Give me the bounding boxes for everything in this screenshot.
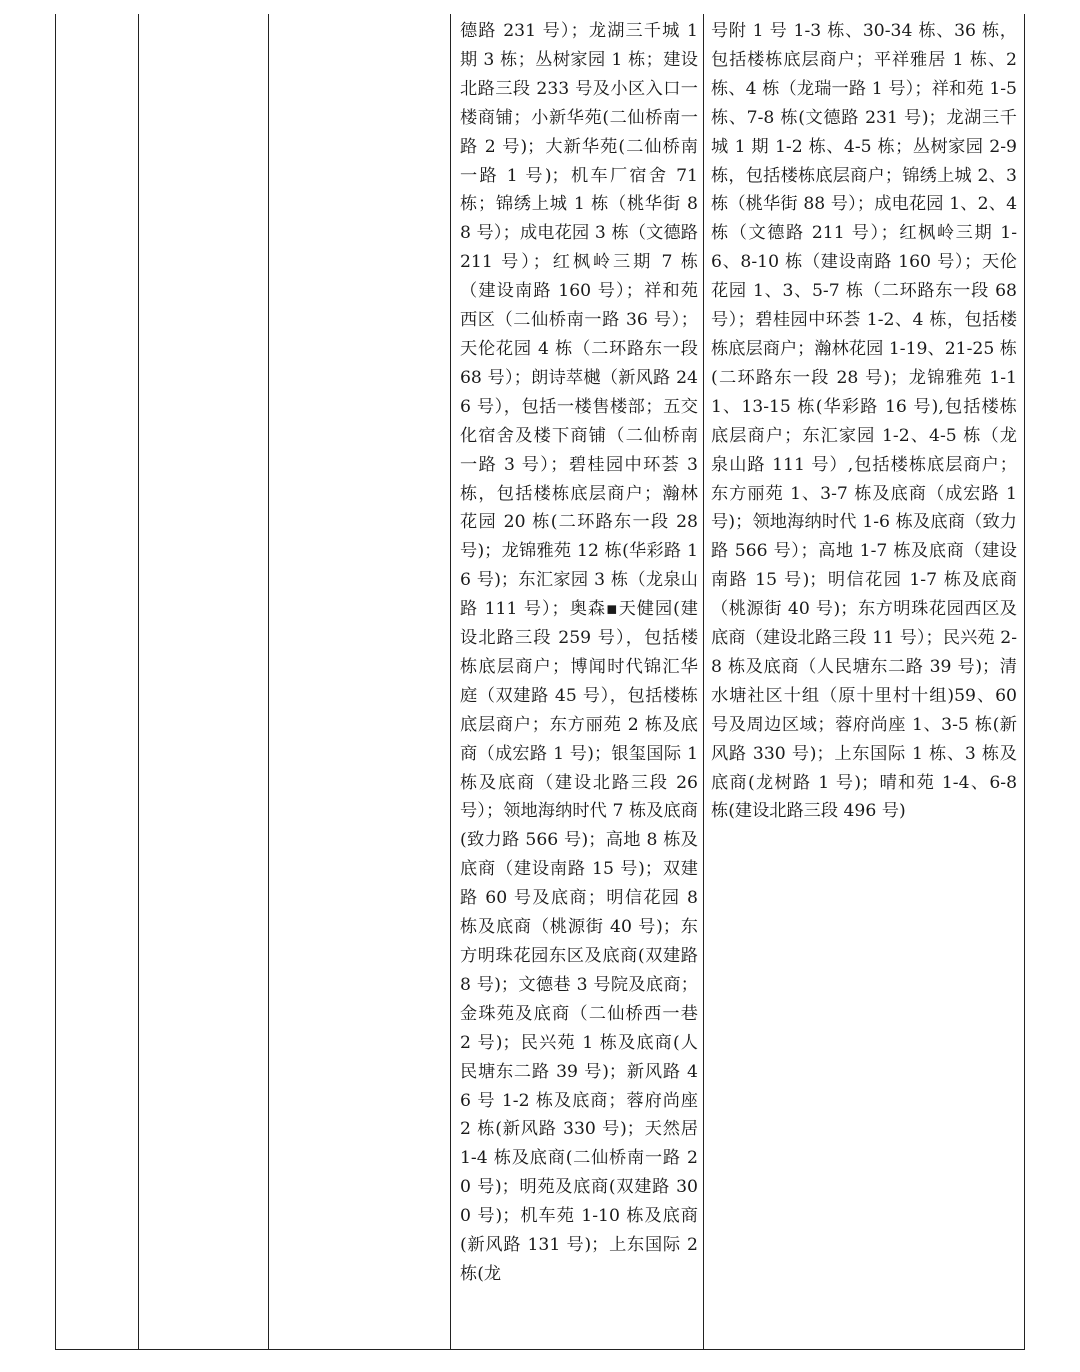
table-cell-col-3 <box>268 14 450 1349</box>
table-cell-col-2 <box>138 14 268 1349</box>
table-cell-col-5 <box>703 14 1025 1349</box>
cell-text-affected-buildings: 德路 231 号）；龙湖三千城 1 期 3 栋；丛树家园 1 栋；建设北路三段 233 号及小区入口一楼商铺；小新华苑(二仙桥南一路 2 号)；大新华苑(二仙桥南一路 1 号)；机车厂宿舍 71 栋；锦绣上城 1 栋（桃华街 88 号）；成电花园 3 栋（文德路 211 号）；红枫岭三期 7 栋（建设南路 160 号）；祥和苑西区（二仙桥南一路 36 号）；天伦花园 4 栋（二环路东一段 68 号）；朗诗萃樾（新风路 246 号），包括一楼售楼部；五交化宿舍及楼下商铺（二仙桥南一路 3 号）；碧桂园中环荟 3 栋，包括楼栋底层商户；瀚林花园 20 栋(二环路东一段 28 号)；龙锦雅苑 12 栋(华彩路 16 号)；东汇家园 3 栋（龙泉山路 111 号）；奥森▪天健园(建设北路三段 259 号），包括楼栋底层商户；博闻时代锦汇华庭（双建路 45 号），包括楼栋底层商户；东方丽苑 2 栋及底商（成宏路 1 号)；银玺国际 1 栋及底商（建设北路三段 26 号）；领地海纳时代 7 栋及底商(致力路 566 号)；高地 8 栋及底商（建设南路 15 号)；双建路 60 号及底商；明信花园 8 栋及底商（桃源街 40 号)；东方明珠花园东区及底商(双建路 8 号)；文德巷 3 号院及底商；金珠苑及底商（二仙桥西一巷 2 号)；民兴苑 1 栋及底商(人民塘东二路 39 号)；新风路 46 号 1-2 栋及底商；蓉府尚座 2 栋(新风路 330 号)；天然居 1-4 栋及底商(二仙桥南一路 20 号)；明苑及底商(双建路 300 号)；机车苑 1-10 栋及底商(新风路 131 号)；上东国际 2 栋(龙 <box>460 21 698 1284</box>
table-cell-col-1 <box>56 14 138 1349</box>
table-cell-col-4 <box>450 14 703 1349</box>
data-table <box>55 14 1025 1350</box>
cell-text-related-buildings: 号附 1 号 1-3 栋、30-34 栋、36 栋，包括楼栋底层商户；平祥雅居 1 栋、2 栋、4 栋（龙瑞一路 1 号）；祥和苑 1-5 栋、7-8 栋(文德路 231 号)；龙湖三千城 1 期 1-2 栋、4-5 栋；丛树家园 2-9 栋，包括楼栋底层商户；锦绣上城 2、3 栋（桃华街 88 号）；成电花园 1、2、4 栋（文德路 211 号）；红枫岭三期 1-6、8-10 栋（建设南路 160 号）；天伦花园 1、3、5-7 栋（二环路东一段 68 号）；碧桂园中环荟 1-2、4 栋，包括楼栋底层商户；瀚林花园 1-19、21-25 栋(二环路东一段 28 号)；龙锦雅苑 1-11、13-15 栋(华彩路 16 号),包括楼栋底层商户；东汇家园 1-2、4-5 栋（龙泉山路 111 号）,包括楼栋底层商户；东方丽苑 1、3-7 栋及底商（成宏路 1 号)；领地海纳时代 1-6 栋及底商（致力路 566 号）；高地 1-7 栋及底商（建设南路 15 号)；明信花园 1-7 栋及底商（桃源街 40 号)；东方明珠花园西区及底商（建设北路三段 11 号）；民兴苑 2-8 栋及底商（人民塘东二路 39 号)；清水塘社区十组（原十里村十组)59、60 号及周边区域；蓉府尚座 1、3-5 栋(新风路 330 号)；上东国际 1 栋、3 栋及底商(龙树路 1 号)；晴和苑 1-4、6-8 栋(建设北路三段 496 号) <box>711 21 1017 822</box>
